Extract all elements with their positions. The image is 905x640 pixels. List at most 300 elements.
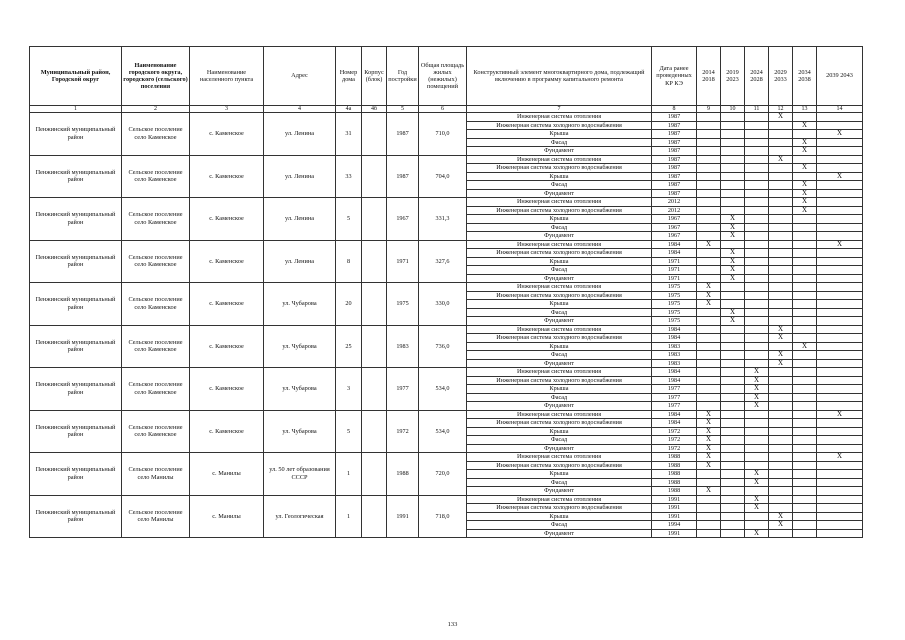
settlement-cell: Сельское поселение село Каменское [122, 240, 190, 283]
column-number: 1 [30, 106, 122, 113]
repair-period-mark: X [697, 461, 721, 470]
house-number-cell: 3 [336, 368, 362, 411]
repair-period-mark [697, 257, 721, 266]
repair-period-mark [817, 147, 863, 156]
area-cell: 534,0 [419, 368, 467, 411]
repair-period-mark [817, 495, 863, 504]
repair-period-mark [745, 189, 769, 198]
repair-period-mark [793, 300, 817, 309]
repair-period-mark [697, 138, 721, 147]
repair-period-mark: X [793, 198, 817, 207]
header-period-2014-2018: 2014 2018 [697, 47, 721, 106]
column-number: 3 [190, 106, 264, 113]
previous-repair-date-cell: 1988 [652, 470, 697, 479]
district-cell: Пенжинский муниципальный район [30, 240, 122, 283]
repair-period-mark: X [817, 410, 863, 419]
repair-period-mark: X [721, 266, 745, 275]
district-cell: Пенжинский муниципальный район [30, 283, 122, 326]
repair-period-mark [745, 130, 769, 139]
repair-period-mark [697, 351, 721, 360]
repair-period-mark [769, 240, 793, 249]
repair-period-mark [769, 444, 793, 453]
repair-period-mark [769, 300, 793, 309]
block-cell [362, 155, 387, 198]
repair-period-mark [817, 529, 863, 538]
repair-period-mark [793, 512, 817, 521]
repair-period-mark [817, 470, 863, 479]
structural-element-cell: Крыша [467, 385, 652, 394]
repair-period-mark: X [745, 402, 769, 411]
column-number: 6 [419, 106, 467, 113]
repair-period-mark [697, 359, 721, 368]
previous-repair-date-cell: 1971 [652, 266, 697, 275]
street-cell: ул. Ленина [264, 240, 336, 283]
previous-repair-date-cell: 1975 [652, 317, 697, 326]
structural-element-cell: Фасад [467, 436, 652, 445]
repair-period-mark [697, 189, 721, 198]
repair-period-mark [793, 385, 817, 394]
structural-element-cell: Фасад [467, 138, 652, 147]
repair-period-mark [769, 223, 793, 232]
repair-period-mark [793, 368, 817, 377]
repair-period-mark [721, 342, 745, 351]
area-cell: 736,0 [419, 325, 467, 368]
repair-period-mark [793, 130, 817, 139]
repair-period-mark [769, 317, 793, 326]
repair-period-mark: X [721, 308, 745, 317]
repair-period-mark: X [793, 121, 817, 130]
repair-period-mark [817, 215, 863, 224]
repair-period-mark [769, 257, 793, 266]
repair-period-mark [769, 121, 793, 130]
column-number: 8 [652, 106, 697, 113]
house-number-cell: 5 [336, 410, 362, 453]
repair-period-mark [769, 504, 793, 513]
header-period-2034-2038: 2034 2038 [793, 47, 817, 106]
repair-period-mark [817, 487, 863, 496]
repair-period-mark: X [721, 215, 745, 224]
repair-period-mark: X [769, 351, 793, 360]
repair-period-mark [817, 300, 863, 309]
repair-period-mark [817, 266, 863, 275]
repair-period-mark [793, 308, 817, 317]
repair-period-mark [721, 172, 745, 181]
structural-element-cell: Фасад [467, 521, 652, 530]
repair-period-mark [745, 215, 769, 224]
structural-element-cell: Инженерная система отопления [467, 198, 652, 207]
repair-period-mark [697, 308, 721, 317]
previous-repair-date-cell: 2012 [652, 198, 697, 207]
structural-element-cell: Инженерная система отопления [467, 495, 652, 504]
repair-period-mark: X [745, 529, 769, 538]
repair-period-mark: X [745, 470, 769, 479]
structural-element-cell: Фундамент [467, 359, 652, 368]
repair-period-mark [793, 359, 817, 368]
repair-period-mark [793, 215, 817, 224]
structural-element-cell: Крыша [467, 427, 652, 436]
repair-period-mark [721, 138, 745, 147]
structural-element-cell: Фасад [467, 351, 652, 360]
repair-period-mark [697, 155, 721, 164]
previous-repair-date-cell: 1991 [652, 495, 697, 504]
repair-period-mark [745, 121, 769, 130]
repair-period-mark: X [697, 487, 721, 496]
repair-period-mark [793, 325, 817, 334]
repair-period-mark [721, 453, 745, 462]
repair-period-mark [745, 334, 769, 343]
column-number: 5 [387, 106, 419, 113]
repair-period-mark [793, 393, 817, 402]
repair-period-mark [697, 232, 721, 241]
house-number-cell: 31 [336, 113, 362, 156]
year-built-cell: 1972 [387, 410, 419, 453]
repair-period-mark [721, 325, 745, 334]
repair-period-mark [697, 470, 721, 479]
repair-period-mark: X [769, 521, 793, 530]
repair-period-mark [697, 147, 721, 156]
repair-period-mark [745, 436, 769, 445]
repair-period-mark [745, 512, 769, 521]
repair-period-mark [721, 376, 745, 385]
street-cell: ул. Ленина [264, 155, 336, 198]
repair-period-mark [769, 419, 793, 428]
repair-period-mark [769, 385, 793, 394]
column-number: 11 [745, 106, 769, 113]
structural-element-cell: Инженерная система холодного водоснабжения [467, 291, 652, 300]
repair-period-mark [817, 198, 863, 207]
structural-element-cell: Фундамент [467, 402, 652, 411]
house-number-cell: 25 [336, 325, 362, 368]
district-cell: Пенжинский муниципальный район [30, 155, 122, 198]
repair-period-mark: X [697, 410, 721, 419]
previous-repair-date-cell: 1984 [652, 410, 697, 419]
previous-repair-date-cell: 1972 [652, 427, 697, 436]
previous-repair-date-cell: 1983 [652, 342, 697, 351]
repair-period-mark [697, 181, 721, 190]
repair-period-mark [817, 206, 863, 215]
repair-period-mark: X [697, 291, 721, 300]
settlement-cell: Сельское поселение село Каменское [122, 325, 190, 368]
settlement-cell: Сельское поселение село Каменское [122, 283, 190, 326]
previous-repair-date-cell: 1975 [652, 291, 697, 300]
district-cell: Пенжинский муниципальный район [30, 453, 122, 496]
repair-period-mark [721, 368, 745, 377]
repair-period-mark [721, 300, 745, 309]
repair-period-mark [769, 495, 793, 504]
block-cell [362, 368, 387, 411]
previous-repair-date-cell: 1984 [652, 376, 697, 385]
repair-period-mark [697, 223, 721, 232]
structural-element-cell: Фундамент [467, 147, 652, 156]
repair-period-mark [745, 181, 769, 190]
repair-period-mark [769, 393, 793, 402]
previous-repair-date-cell: 1987 [652, 181, 697, 190]
repair-period-mark [817, 461, 863, 470]
previous-repair-date-cell: 1991 [652, 504, 697, 513]
repair-period-mark [745, 308, 769, 317]
previous-repair-date-cell: 1987 [652, 147, 697, 156]
repair-period-mark [745, 240, 769, 249]
header-locality: Наименование населенного пункта [190, 47, 264, 106]
column-number: 4б [362, 106, 387, 113]
header-row [30, 47, 863, 106]
repair-period-mark [745, 198, 769, 207]
structural-element-cell: Инженерная система холодного водоснабжения [467, 121, 652, 130]
table-row [30, 198, 863, 207]
repair-period-mark [769, 147, 793, 156]
repair-period-mark [793, 410, 817, 419]
structural-element-cell: Фундамент [467, 189, 652, 198]
repair-period-mark [793, 419, 817, 428]
previous-repair-date-cell: 1975 [652, 308, 697, 317]
repair-period-mark: X [769, 334, 793, 343]
year-built-cell: 1988 [387, 453, 419, 496]
repair-period-mark [769, 487, 793, 496]
repair-period-mark [745, 291, 769, 300]
previous-repair-date-cell: 1988 [652, 461, 697, 470]
area-cell: 704,0 [419, 155, 467, 198]
repair-period-mark [721, 504, 745, 513]
repair-period-mark [769, 164, 793, 173]
repair-period-mark [721, 113, 745, 122]
table-body [30, 113, 863, 538]
repair-period-mark [769, 402, 793, 411]
repair-period-mark: X [745, 478, 769, 487]
repair-period-mark [817, 232, 863, 241]
previous-repair-date-cell: 1983 [652, 351, 697, 360]
column-number: 2 [122, 106, 190, 113]
house-number-cell: 5 [336, 198, 362, 241]
repair-period-mark [769, 376, 793, 385]
table-row [30, 410, 863, 419]
previous-repair-date-cell: 1984 [652, 325, 697, 334]
block-cell [362, 410, 387, 453]
structural-element-cell: Инженерная система отопления [467, 368, 652, 377]
repair-period-mark [721, 130, 745, 139]
block-cell [362, 240, 387, 283]
repair-period-mark [769, 138, 793, 147]
structural-element-cell: Фундамент [467, 274, 652, 283]
previous-repair-date-cell: 1971 [652, 257, 697, 266]
repair-period-mark: X [817, 240, 863, 249]
house-number-cell: 20 [336, 283, 362, 326]
street-cell: ул. Чубарова [264, 283, 336, 326]
previous-repair-date-cell: 1984 [652, 368, 697, 377]
repair-program-table [29, 46, 863, 538]
header-previous-repair-date: Дата ранее проведенных КР КЭ [652, 47, 697, 106]
repair-period-mark [745, 232, 769, 241]
repair-period-mark [745, 266, 769, 275]
repair-period-mark: X [697, 453, 721, 462]
repair-period-mark [745, 147, 769, 156]
repair-period-mark: X [769, 113, 793, 122]
repair-period-mark [721, 334, 745, 343]
header-structural-element: Конструктивный элемент многоквартирного дома, подлежащий включению в программу капитального ремонта [467, 47, 652, 106]
structural-element-cell: Фасад [467, 266, 652, 275]
repair-period-mark: X [769, 155, 793, 164]
locality-cell: с. Манилы [190, 453, 264, 496]
repair-period-mark [721, 402, 745, 411]
locality-cell: с. Каменское [190, 325, 264, 368]
repair-period-mark [721, 512, 745, 521]
locality-cell: с. Каменское [190, 113, 264, 156]
year-built-cell: 1983 [387, 325, 419, 368]
repair-period-mark [697, 325, 721, 334]
repair-period-mark [817, 504, 863, 513]
repair-period-mark [721, 206, 745, 215]
repair-period-mark [769, 206, 793, 215]
repair-period-mark [769, 249, 793, 258]
table-row [30, 240, 863, 249]
street-cell: ул. Ленина [264, 198, 336, 241]
structural-element-cell: Крыша [467, 172, 652, 181]
repair-period-mark [817, 351, 863, 360]
repair-period-mark [793, 223, 817, 232]
repair-period-mark [721, 385, 745, 394]
repair-period-mark: X [697, 240, 721, 249]
repair-period-mark [697, 521, 721, 530]
repair-period-mark [721, 427, 745, 436]
structural-element-cell: Фундамент [467, 487, 652, 496]
previous-repair-date-cell: 1987 [652, 138, 697, 147]
repair-period-mark [817, 325, 863, 334]
repair-period-mark [817, 393, 863, 402]
house-number-cell: 33 [336, 155, 362, 198]
repair-period-mark [817, 334, 863, 343]
repair-period-mark [769, 368, 793, 377]
block-cell [362, 113, 387, 156]
repair-period-mark: X [745, 393, 769, 402]
repair-period-mark [697, 342, 721, 351]
repair-period-mark [793, 376, 817, 385]
structural-element-cell: Инженерная система отопления [467, 240, 652, 249]
block-cell [362, 495, 387, 538]
structural-element-cell: Фундамент [467, 444, 652, 453]
structural-element-cell: Крыша [467, 215, 652, 224]
locality-cell: с. Каменское [190, 410, 264, 453]
header-house-number: Номер дома [336, 47, 362, 106]
structural-element-cell: Фасад [467, 308, 652, 317]
column-number: 4 [264, 106, 336, 113]
column-number: 12 [769, 106, 793, 113]
repair-period-mark [697, 172, 721, 181]
area-cell: 534,0 [419, 410, 467, 453]
repair-period-mark [793, 487, 817, 496]
repair-period-mark [721, 283, 745, 292]
structural-element-cell: Крыша [467, 257, 652, 266]
repair-period-mark [697, 249, 721, 258]
repair-period-mark [817, 376, 863, 385]
repair-period-mark [697, 164, 721, 173]
repair-period-mark [697, 512, 721, 521]
repair-period-mark [793, 461, 817, 470]
repair-period-mark [793, 478, 817, 487]
area-cell: 718,0 [419, 495, 467, 538]
previous-repair-date-cell: 1967 [652, 223, 697, 232]
previous-repair-date-cell: 1971 [652, 274, 697, 283]
district-cell: Пенжинский муниципальный район [30, 495, 122, 538]
repair-period-mark [721, 487, 745, 496]
previous-repair-date-cell: 1987 [652, 121, 697, 130]
repair-period-mark: X [769, 359, 793, 368]
year-built-cell: 1977 [387, 368, 419, 411]
repair-period-mark [793, 427, 817, 436]
repair-period-mark [793, 317, 817, 326]
locality-cell: с. Каменское [190, 155, 264, 198]
repair-period-mark [817, 512, 863, 521]
repair-period-mark [769, 215, 793, 224]
area-cell: 331,3 [419, 198, 467, 241]
repair-period-mark [817, 257, 863, 266]
previous-repair-date-cell: 1984 [652, 249, 697, 258]
repair-period-mark [793, 436, 817, 445]
repair-period-mark [745, 487, 769, 496]
repair-period-mark [697, 393, 721, 402]
locality-cell: с. Каменское [190, 240, 264, 283]
previous-repair-date-cell: 1994 [652, 521, 697, 530]
settlement-cell: Сельское поселение село Каменское [122, 155, 190, 198]
repair-period-mark [793, 274, 817, 283]
repair-period-mark [817, 113, 863, 122]
structural-element-cell: Инженерная система отопления [467, 283, 652, 292]
structural-element-cell: Инженерная система холодного водоснабжения [467, 164, 652, 173]
repair-period-mark [769, 436, 793, 445]
repair-period-mark: X [697, 300, 721, 309]
area-cell: 710,0 [419, 113, 467, 156]
table-row [30, 283, 863, 292]
structural-element-cell: Фасад [467, 478, 652, 487]
previous-repair-date-cell: 1984 [652, 419, 697, 428]
structural-element-cell: Инженерная система холодного водоснабжения [467, 461, 652, 470]
repair-period-mark [793, 521, 817, 530]
repair-period-mark [817, 138, 863, 147]
column-number: 14 [817, 106, 863, 113]
repair-period-mark [793, 291, 817, 300]
repair-period-mark [745, 164, 769, 173]
repair-period-mark [721, 461, 745, 470]
repair-period-mark: X [793, 342, 817, 351]
repair-period-mark: X [793, 138, 817, 147]
street-cell: ул. Чубарова [264, 410, 336, 453]
repair-period-mark [793, 351, 817, 360]
repair-period-mark [793, 334, 817, 343]
year-built-cell: 1967 [387, 198, 419, 241]
repair-period-mark [817, 291, 863, 300]
settlement-cell: Сельское поселение село Манилы [122, 495, 190, 538]
repair-period-mark [721, 351, 745, 360]
repair-period-mark [721, 164, 745, 173]
repair-period-mark [697, 266, 721, 275]
repair-period-mark: X [817, 453, 863, 462]
repair-period-mark [721, 521, 745, 530]
table-row [30, 453, 863, 462]
previous-repair-date-cell: 1977 [652, 402, 697, 411]
repair-period-mark: X [721, 317, 745, 326]
header-year-built: Год постройки [387, 47, 419, 106]
repair-period-mark [697, 274, 721, 283]
repair-period-mark [817, 385, 863, 394]
structural-element-cell: Инженерная система отопления [467, 155, 652, 164]
repair-period-mark: X [745, 504, 769, 513]
repair-period-mark: X [793, 189, 817, 198]
repair-period-mark [793, 444, 817, 453]
repair-period-mark [745, 283, 769, 292]
repair-period-mark [769, 427, 793, 436]
repair-period-mark [769, 274, 793, 283]
repair-period-mark [769, 529, 793, 538]
locality-cell: с. Каменское [190, 198, 264, 241]
repair-period-mark: X [721, 249, 745, 258]
